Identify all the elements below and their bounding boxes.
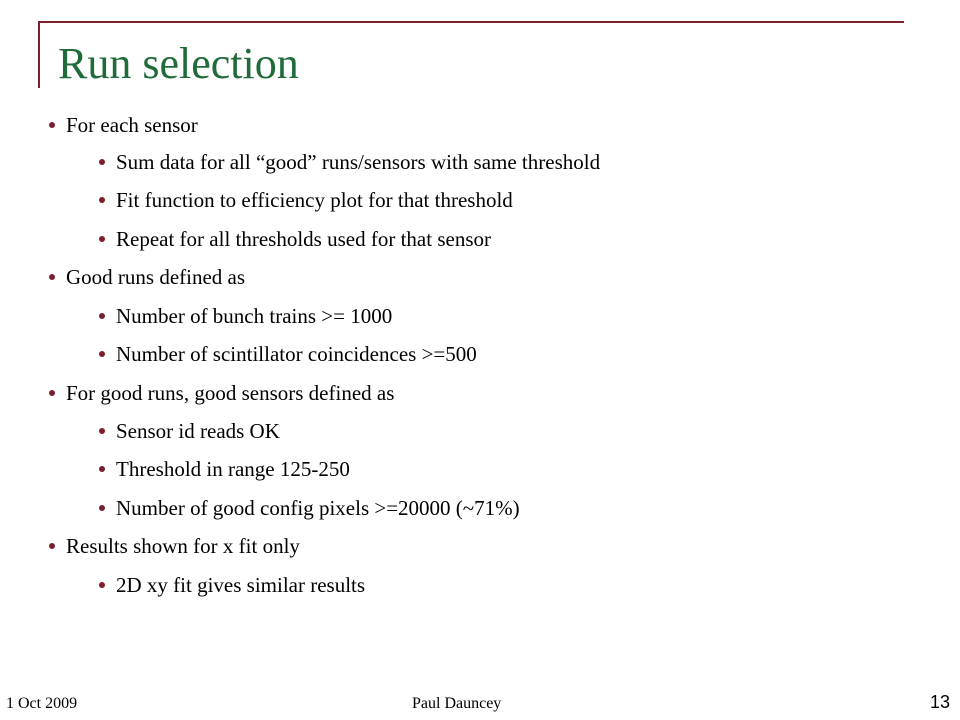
sub-bullet-item xyxy=(99,456,350,482)
bullet-dot-icon xyxy=(99,236,105,242)
bullet-text: For each sensor xyxy=(66,113,198,137)
bullet-item xyxy=(49,380,394,406)
title-frame-left-rule xyxy=(38,21,40,88)
sub-bullet-item xyxy=(99,187,513,213)
bullet-text: Good runs defined as xyxy=(66,265,246,289)
bullet-dot-icon xyxy=(99,313,105,319)
bullet-dot-icon xyxy=(99,466,105,472)
sub-bullet-item xyxy=(99,226,491,252)
bullet-item xyxy=(49,533,300,559)
bullet-text: Threshold in range 125-250 xyxy=(116,457,350,481)
sub-bullet-item xyxy=(99,572,365,598)
bullet-text: Number of good config pixels >=20000 (~71%) xyxy=(116,496,520,520)
sub-bullet-item xyxy=(99,149,600,175)
bullet-item xyxy=(49,112,198,138)
bullet-item xyxy=(49,264,245,290)
bullet-text: Number of scintillator coincidences >=500 xyxy=(116,342,477,366)
bullet-text: Number of bunch trains >= 1000 xyxy=(116,304,393,328)
bullet-dot-icon xyxy=(99,159,105,165)
bullet-dot-icon xyxy=(99,505,105,511)
sub-bullet-item xyxy=(99,303,392,329)
title-frame-top-rule xyxy=(40,21,904,23)
page-number: 13 xyxy=(929,692,950,712)
bullet-text: Results shown for x fit only xyxy=(66,534,300,558)
bullet-text: For good runs, good sensors defined as xyxy=(66,381,395,405)
bullet-dot-icon xyxy=(99,582,105,588)
bullet-dot-icon xyxy=(99,197,105,203)
footer-date: 1 Oct 2009 xyxy=(6,695,78,712)
bullet-text: Repeat for all thresholds used for that sensor xyxy=(116,227,491,251)
bullet-dot-icon xyxy=(49,274,55,280)
bullet-text: Sum data for all “good” runs/sensors with same threshold xyxy=(116,150,601,174)
sub-bullet-item xyxy=(99,495,520,521)
slide-title: Run selection xyxy=(58,39,299,88)
sub-bullet-item xyxy=(99,418,280,444)
bullet-dot-icon xyxy=(49,543,55,549)
bullet-dot-icon xyxy=(49,122,55,128)
bullet-dot-icon xyxy=(99,428,105,434)
bullet-dot-icon xyxy=(49,390,55,396)
bullet-text: Sensor id reads OK xyxy=(116,419,280,443)
footer-author: Paul Dauncey xyxy=(412,695,502,712)
bullet-dot-icon xyxy=(99,351,105,357)
bullet-text: Fit function to efficiency plot for that threshold xyxy=(116,188,513,212)
bullet-text: 2D xy fit gives similar results xyxy=(116,573,366,597)
sub-bullet-item xyxy=(99,341,477,367)
